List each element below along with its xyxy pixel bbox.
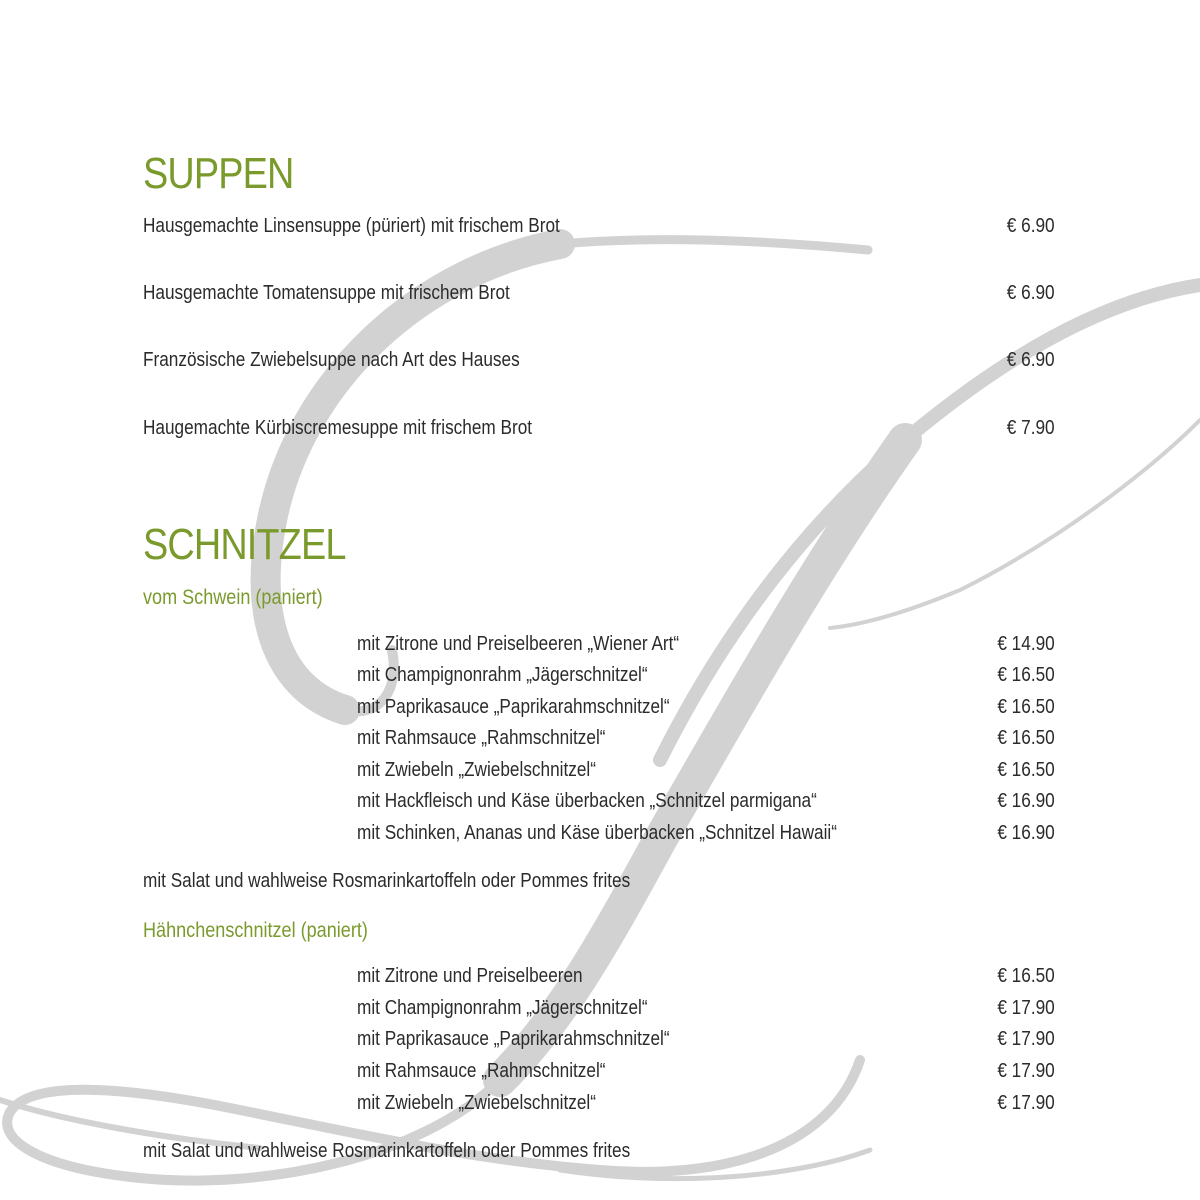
- menu-item-price: € 16.90: [997, 790, 1055, 812]
- subheading-haehnchen: Hähnchenschnitzel (paniert): [143, 919, 368, 942]
- menu-item-price: € 6.90: [1007, 215, 1055, 237]
- menu-item-name: Haugemachte Kürbiscremesuppe mit frischem Brot: [143, 417, 533, 439]
- menu-item-price: € 16.50: [997, 664, 1055, 686]
- menu-item-name: mit Rahmsauce „Rahmschnitzel“: [357, 1060, 606, 1082]
- menu-item-name: mit Paprikasauce „Paprikarahmschnitzel“: [357, 1028, 670, 1050]
- side-dish-note: mit Salat und wahlweise Rosmarinkartoffeln oder Pommes frites: [143, 870, 631, 892]
- menu-item-price: € 16.90: [997, 822, 1055, 844]
- menu-item-price: € 16.50: [997, 696, 1055, 718]
- menu-item-name: mit Hackfleisch und Käse überbacken „Schnitzel parmigana“: [357, 790, 817, 812]
- menu-item-price: € 6.90: [1007, 282, 1055, 304]
- menu-item-name: Hausgemachte Linsensuppe (püriert) mit frischem Brot: [143, 215, 560, 237]
- menu-item-name: mit Paprikasauce „Paprikarahmschnitzel“: [357, 696, 670, 718]
- menu-item-name: mit Champignonrahm „Jägerschnitzel“: [357, 664, 648, 686]
- menu-item-price: € 6.90: [1007, 349, 1055, 371]
- menu-item-name: mit Zitrone und Preiselbeeren „Wiener Art“: [357, 633, 680, 655]
- side-dish-note: mit Salat und wahlweise Rosmarinkartoffeln oder Pommes frites: [143, 1140, 631, 1162]
- menu-item-price: € 17.90: [997, 1092, 1055, 1114]
- section-title-suppen: SUPPEN: [143, 149, 294, 198]
- menu-item-name: Hausgemachte Tomatensuppe mit frischem Brot: [143, 282, 510, 304]
- section-title-schnitzel: SCHNITZEL: [143, 520, 346, 569]
- subheading-schwein: vom Schwein (paniert): [143, 586, 323, 609]
- menu-item-price: € 16.50: [997, 965, 1055, 987]
- menu-item-name: mit Zwiebeln „Zwiebelschnitzel“: [357, 759, 596, 781]
- menu-item-name: mit Rahmsauce „Rahmschnitzel“: [357, 727, 606, 749]
- menu-item-name: mit Zitrone und Preiselbeeren: [357, 965, 583, 987]
- menu-item-name: mit Champignonrahm „Jägerschnitzel“: [357, 997, 648, 1019]
- menu-item-name: Französische Zwiebelsuppe nach Art des Hauses: [143, 349, 520, 371]
- menu-item-price: € 7.90: [1007, 417, 1055, 439]
- menu-item-price: € 17.90: [997, 1060, 1055, 1082]
- menu-item-price: € 17.90: [997, 1028, 1055, 1050]
- menu-item-price: € 16.50: [997, 727, 1055, 749]
- menu-item-price: € 14.90: [997, 633, 1055, 655]
- menu-item-price: € 17.90: [997, 997, 1055, 1019]
- menu-item-name: mit Zwiebeln „Zwiebelschnitzel“: [357, 1092, 596, 1114]
- menu-item-name: mit Schinken, Ananas und Käse überbacken „Schnitzel Hawaii“: [357, 822, 837, 844]
- menu-item-price: € 16.50: [997, 759, 1055, 781]
